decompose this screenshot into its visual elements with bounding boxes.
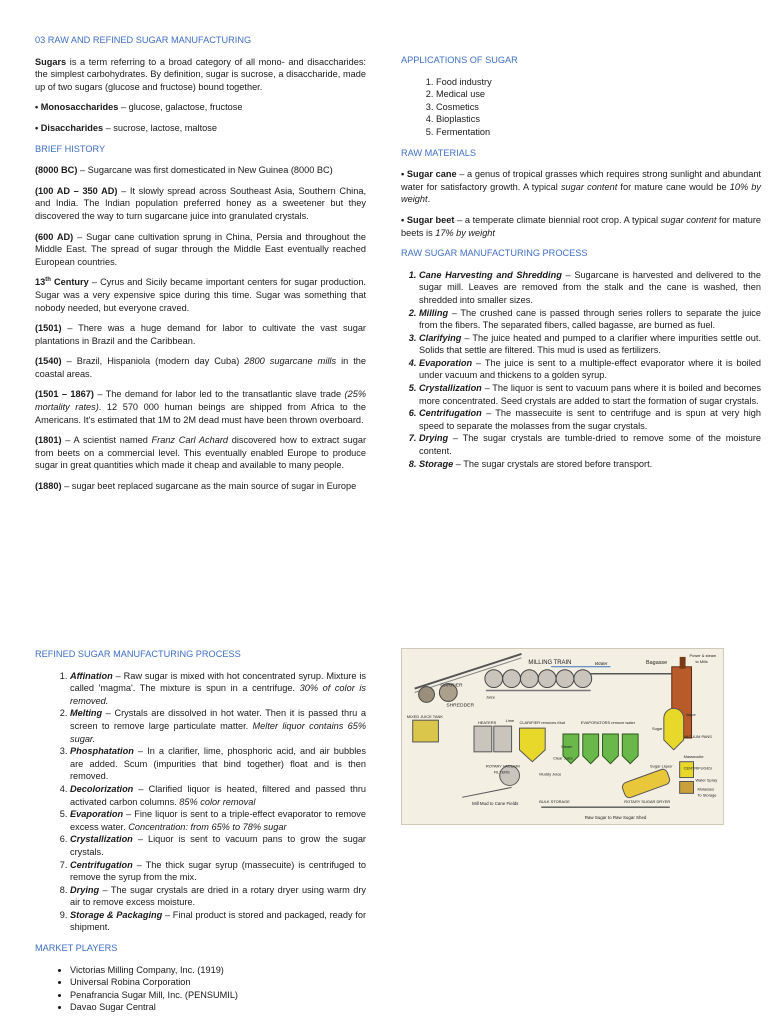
step-name: Phosphatation: [70, 746, 134, 757]
history-entry: [35, 322, 366, 347]
history-date: (8000 BC): [35, 165, 78, 176]
history-text: – Sugarcane was first domesticated in New Guinea (8000 BC): [77, 165, 333, 176]
left-column: [35, 34, 366, 501]
step-text: – Crystals are dissolved in hot water. Then it is passed thru a screen to remove large particulate matter.: [70, 708, 366, 731]
cane-text: – a genus of tropical grasses which requires strong sunlight and abundant water for satisfactory growth. A typical: [401, 169, 761, 192]
beet-italic: 17% by weight: [435, 227, 495, 238]
label-vapor: Vapor: [685, 712, 696, 718]
step-name: Drying: [419, 433, 449, 444]
process-step: [70, 670, 366, 708]
term-sugars: Sugars: [35, 56, 67, 67]
history-text: in the coastal areas.: [35, 356, 367, 379]
label-power: Power & steam: [689, 652, 717, 658]
history-date: (600 AD): [35, 231, 74, 242]
process-step: [419, 307, 761, 332]
label-juice: Juice: [485, 694, 496, 700]
history-text: . 12 570 000 human beings are shipped from Africa to the Americans. It's estimated that 1M to 2M dead must have been thrown overboard.: [35, 402, 366, 425]
step-name: Centrifugation: [70, 859, 133, 870]
history-date: [35, 277, 89, 287]
di-line: [35, 122, 366, 135]
history-date: (1540): [35, 356, 62, 367]
history-text: – The demand for labor led to the transatlantic slave trade: [93, 389, 345, 400]
label-water-spray: Water Spray: [695, 777, 718, 783]
intro-text: is a term referring to a broad category of all mono- and disaccharides: the simplest carbohydrates. By definition, sugar is sucrose, a disaccharide, made up of two sugars (glucose and fructose) bound together.: [35, 56, 366, 92]
label-evaporators: EVAPORATORS remove water: [580, 720, 636, 726]
history-text: – sugar beet replaced sugarcane as the main source of sugar in Europe: [61, 481, 357, 492]
step-text: – The sugar crystals are tumble-dried to remove some of the moisture content.: [419, 433, 761, 457]
label-milling-train: MILLING TRAIN: [528, 659, 572, 666]
intro-paragraph: [35, 56, 366, 94]
step-name: Evaporation: [70, 809, 124, 820]
label-raw-sugar-shed: Raw Sugar to Raw Sugar Shed: [584, 815, 647, 821]
history-entry: [35, 434, 366, 472]
history-entry: [35, 355, 366, 380]
raw-materials-heading: RAW MATERIALS: [401, 147, 477, 158]
label-muddy-juice: Muddy Juice: [539, 771, 562, 777]
label-heaters: HEATERS: [477, 720, 497, 726]
cane-text: .: [427, 194, 431, 205]
history-entry: [35, 185, 366, 223]
process-step: [419, 432, 761, 457]
applications-list: [401, 76, 761, 139]
label-to-mills: to Mills: [695, 658, 708, 664]
process-step: [70, 808, 366, 833]
century-number: 13: [35, 277, 46, 288]
history-text: – A scientist named: [61, 435, 152, 446]
chimney: [680, 657, 686, 669]
process-step: [70, 859, 366, 884]
step-text: – The crushed cane is passed through series rollers to separate the juice from the fibers. The separated fibers, called bagasse, are burned as fuel.: [419, 307, 761, 331]
label-clarifier: CLARIFIER removes Mud: [519, 720, 566, 726]
heater: [474, 726, 492, 752]
mono-text: – glucose, galactose, fructose: [118, 102, 243, 113]
step-name: Melting: [70, 708, 103, 719]
process-step: [419, 382, 761, 407]
di-label: • Disaccharides: [35, 122, 104, 133]
process-step: [70, 884, 366, 909]
step-note: 30% of color is removed.: [70, 683, 366, 706]
vacuum-pan: [664, 708, 684, 750]
step-text: – The sugar crystals are stored before transport.: [453, 458, 653, 469]
list-item: 5. Fermentation: [436, 126, 761, 139]
step-name: Storage & Packaging: [70, 909, 163, 920]
centrifuge: [680, 781, 694, 793]
label-sugar: Sugar: [651, 726, 663, 732]
step-text: – Final product is stored and packaged, ready for shipment.: [70, 909, 367, 933]
mono-line: [35, 101, 366, 114]
history-entry: [35, 480, 366, 493]
label-rotary-vacuum: ROTARY VACUUM: [485, 763, 520, 769]
process-step: [70, 707, 366, 745]
list-item: • Davao Sugar Central: [70, 1001, 366, 1014]
history-text: – There was a huge demand for labor to cultivate the vast sugar plantations in Brazil and the Caribbean.: [35, 323, 366, 346]
label-carrier: CARRIER: [440, 683, 463, 689]
diagram-svg: [402, 649, 723, 824]
process-step: [419, 357, 761, 382]
label-sugar-liquor: Sugar Liquor: [650, 763, 673, 769]
right-column: [401, 54, 761, 478]
label-massecuite: Massecuite: [683, 753, 704, 759]
list-item: • Victorias Milling Company, Inc. (1919): [70, 964, 366, 977]
market-heading: MARKET PLAYERS: [35, 943, 118, 954]
sugar-beet-paragraph: [401, 214, 761, 239]
step-text: – The sugar crystals are dried in a rotary dryer using warm dry air to remove excess moisture.: [70, 884, 366, 908]
raw-sugar-process-diagram: [401, 648, 724, 825]
beet-label: • Sugar beet: [401, 214, 455, 225]
history-text: – Cyrus and Sicily became important centers for sugar production. Sugar was a very expensive spice during this time. Sugar was something that nobody needed, but everyone craved.: [35, 277, 366, 313]
step-name: Centrifugation: [419, 408, 482, 419]
mixed-juice-tank: [413, 720, 439, 742]
process-step: [70, 745, 366, 783]
century-suffix: th: [45, 277, 51, 284]
raw-process-list: [401, 269, 761, 471]
step-text: – The thick sugar syrup (massecuite) is centrifuged to remove the syrup from the mix.: [70, 859, 366, 883]
history-entry: [35, 231, 366, 269]
step-note: Melter liquor contains 65% sugar.: [70, 720, 367, 744]
label-to-storage: To Storage: [697, 792, 717, 798]
history-date: (1501): [35, 323, 62, 334]
list-item: 1. Food industry: [436, 76, 761, 89]
history-text: – Sugar cane cultivation sprung in China, Persia and throughout the Middle East. The spread of sugar through the Middle East eventually reached European countries.: [35, 231, 367, 267]
label-bulk-storage: BULK STORAGE: [539, 799, 570, 805]
step-name: Drying: [70, 884, 100, 895]
label-clear-juice: Clear Juice: [553, 755, 573, 761]
beet-text: – a temperate climate biennial root crop. A typical: [454, 214, 661, 225]
step-text: – Liquor is sent to vacuum pans to grow the sugar crystals.: [70, 834, 366, 857]
cane-italic: 10% by weight: [401, 181, 761, 205]
process-step: [70, 783, 366, 808]
step-name: Cane Harvesting and Shredding: [419, 269, 562, 280]
refined-process-heading: REFINED SUGAR MANUFACTURING PROCESS: [35, 649, 241, 659]
rotary-dryer: [621, 768, 671, 799]
step-name: Evaporation: [419, 357, 473, 368]
milling-rollers: [485, 670, 592, 688]
list-item: 2. Medical use: [436, 88, 761, 101]
label-mill-mud: Mill Mud to Cane Fields: [472, 801, 519, 807]
label-bagasse: Bagasse: [646, 659, 668, 666]
step-text: – The liquor is sent to vacuum pans where it is boiled and becomes more concentrated. Seed crystals are added to start the formation of sugar crystals.: [419, 383, 761, 406]
history-text: – Brazil, Hispaniola (modern day Cuba): [61, 356, 245, 367]
step-name: Milling: [419, 307, 449, 318]
cane-label: • Sugar cane: [401, 169, 457, 180]
history-heading: BRIEF HISTORY: [35, 143, 106, 154]
list-item: • Penafrancia Sugar Mill, Inc. (PENSUMIL): [70, 989, 366, 1002]
di-text: – sucrose, lactose, maltose: [103, 122, 217, 133]
step-text: – Clarified liquor is heated, filtered and passed thru activated carbon columns.: [70, 783, 366, 807]
clarifier: [519, 728, 545, 762]
heater: [494, 726, 512, 752]
applications-heading: APPLICATIONS OF SUGAR: [401, 55, 518, 65]
history-date: (1801): [35, 435, 62, 446]
label-centrifuges: CENTRIFUGES: [683, 765, 712, 771]
history-date: (1880): [35, 481, 62, 492]
mono-label: • Monosaccharides: [35, 102, 119, 113]
step-text: – Sugarcane is harvested and delivered to the sugar mill. Leaves are removed from the stalk and the cane is washed, then shredded into smaller sizes.: [419, 269, 761, 305]
evaporators: [563, 734, 638, 764]
beet-italic: sugar content: [660, 214, 717, 225]
step-text: – The juice heated and pumped to a clarifier where impurities settle out. Solids that settle are filtered. This mud is used as fertilizers.: [419, 332, 761, 356]
step-name: Crystallization: [70, 834, 133, 845]
step-name: Storage: [419, 458, 454, 469]
label-lime: Lime: [505, 718, 515, 724]
step-name: Crystallization: [419, 383, 482, 394]
step-note: Concentration: from 65% to 78% sugar: [128, 821, 287, 832]
step-text: – The massecuite is sent to centrifuge and is spun at very high speed to separate the molasses from the sugar crystals.: [419, 408, 761, 431]
label-water: Water: [594, 661, 608, 667]
history-entry: [35, 164, 366, 177]
step-name: Affination: [70, 670, 113, 681]
market-list: [35, 964, 366, 1014]
history-italic: 2800 sugarcane mills: [244, 356, 337, 367]
process-step: [70, 909, 366, 934]
beet-text: for mature beets is: [401, 214, 762, 238]
history-date: (100 AD – 350 AD): [35, 185, 118, 196]
label-molasses: Molasses: [697, 786, 715, 792]
step-name: Decolorization: [70, 783, 134, 794]
refined-process-list: [35, 670, 366, 934]
list-item: • Universal Robina Corporation: [70, 976, 366, 989]
history-italic: Franz Carl Achard: [151, 435, 229, 446]
process-step: [419, 332, 761, 357]
sugar-cane-paragraph: [401, 168, 761, 206]
list-item: 3. Cosmetics: [436, 101, 761, 114]
history-date: (1501 – 1867): [35, 389, 94, 400]
process-step: [419, 269, 761, 307]
history-entry: [35, 388, 366, 426]
process-step: [419, 458, 761, 471]
refined-column: [35, 648, 366, 1022]
history-text: discovered how to extract sugar from beets on a commercial level. This eventually enabled Europe to produce sugar in great quantities which made it cheap and available to many people.: [35, 435, 366, 471]
shredder-drum: [419, 687, 435, 703]
step-note: 85% color removal: [179, 796, 256, 807]
label-vacuum-pans: VACUUM PANS: [683, 733, 712, 739]
step-text: – Raw sugar is mixed with hot concentrated syrup. Mixture is called 'magma'. The mixture is spun in a centrifuge.: [70, 670, 366, 694]
label-steam: Steam: [561, 743, 573, 749]
history-entry: [35, 276, 366, 314]
page-title: 03 RAW AND REFINED SUGAR MANUFACTURING: [35, 35, 252, 45]
history-text: – It slowly spread across Southeast Asia, Southern China, and India. The Indian population preferred honey as a sweetener but they discovered the way to turn sugarcane juice into granulated crystals.: [35, 185, 366, 221]
step-text: – Fine liquor is sent to a triple-effect evaporator to remove excess water.: [70, 809, 366, 832]
cane-italic: sugar content: [560, 181, 618, 192]
label-filters: FILTERS: [493, 769, 510, 775]
raw-process-heading: RAW SUGAR MANUFACTURING PROCESS: [401, 248, 588, 259]
step-name: Clarifying: [419, 332, 462, 343]
history-italic: (25% mortality rates): [35, 389, 366, 413]
step-text: – The juice is sent to a multiple-effect evaporator where it is boiled under vacuum and thickens to a golden syrup.: [419, 357, 761, 381]
list-item: 4. Bioplastics: [436, 113, 761, 126]
mud-line: [462, 787, 511, 797]
label-shredder: SHREDDER: [446, 703, 475, 709]
process-step: [70, 833, 366, 858]
cane-text: for mature cane would be: [617, 181, 730, 192]
century-word: Century: [50, 277, 89, 288]
label-rotary-dryer: ROTARY SUGAR DRYER: [624, 799, 671, 805]
step-text: – In a clarifier, lime, phosphoric acid, and air bubbles are added. Scum (impurities that bind together) float and is then removed.: [70, 746, 366, 782]
label-mixed-juice-tank: MIXED JUICE TANK: [406, 714, 443, 720]
process-step: [419, 407, 761, 432]
